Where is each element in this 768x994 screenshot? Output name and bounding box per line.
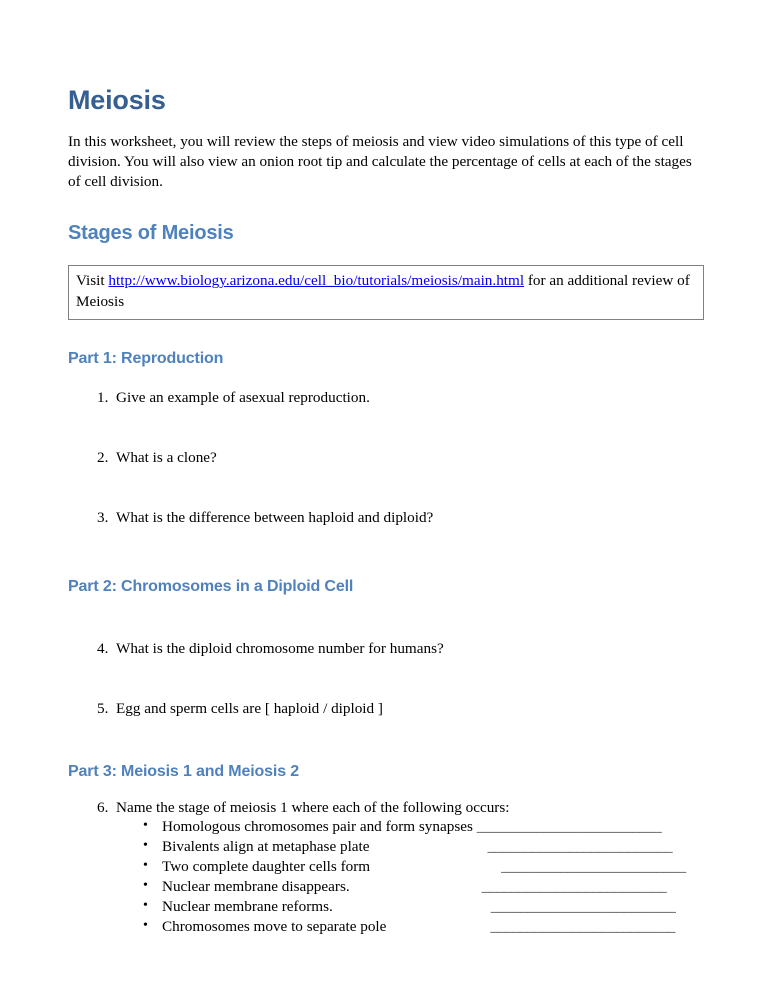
list-item-label: Homologous chromosomes pair and form synapses	[162, 818, 477, 836]
question-number: 2.	[97, 448, 109, 466]
answer-blank-line: _________________________	[501, 858, 686, 876]
visit-link-box	[68, 265, 704, 319]
list-item-label: Bivalents align at metaphase plate	[162, 838, 370, 856]
biology-arizona-link[interactable]: http://www.biology.arizona.edu/cell_bio/tutorials/meiosis/main.html	[108, 272, 525, 290]
question-text: What is the difference between haploid and diploid?	[116, 508, 434, 526]
section-heading-part2: Part 2: Chromosomes in a Diploid Cell	[68, 578, 354, 596]
question-number: 5.	[97, 699, 109, 717]
question-text: What is a clone?	[116, 448, 217, 466]
list-item	[68, 917, 704, 937]
question-text: Name the stage of meiosis 1 where each of the following occurs:	[116, 798, 510, 816]
list-item	[68, 817, 704, 837]
question-item	[68, 639, 704, 659]
bullet-point-icon: •	[143, 818, 148, 834]
question-text: Egg and sperm cells are [ haploid / diploid ]	[116, 699, 383, 717]
answer-blank-line: _________________________	[481, 878, 667, 896]
bullet-point-icon: •	[143, 918, 148, 934]
list-item	[68, 837, 704, 857]
answer-blank-line: _________________________	[490, 898, 676, 916]
bullet-point-icon: •	[143, 878, 148, 894]
bullet-point-icon: •	[143, 838, 148, 854]
list-item-label: Nuclear membrane reforms.	[162, 898, 333, 916]
list-item-label: Two complete daughter cells form	[162, 858, 371, 876]
answer-blank-line: _________________________	[476, 818, 662, 836]
question-item	[68, 699, 704, 719]
section-heading-stages: Stages of Meiosis	[68, 222, 234, 245]
question-number: 6.	[97, 798, 109, 816]
question-item	[68, 388, 704, 408]
question-text: Give an example of asexual reproduction.	[116, 389, 370, 407]
question-item	[68, 508, 704, 528]
document-content	[68, 86, 704, 937]
intro-paragraph: In this worksheet, you will review the steps of meiosis and view video simulations of this type of cell division. You will also view an onion root tip and calculate the percentage of cells at each of the stages of cell division.	[68, 132, 692, 191]
list-item	[68, 877, 704, 897]
answer-blank-line: _________________________	[490, 918, 676, 936]
list-item-label: Nuclear membrane disappears.	[162, 878, 350, 896]
visit-prefix-text: Visit	[76, 272, 109, 290]
bullet-point-icon: •	[143, 898, 148, 914]
question-item	[68, 798, 704, 818]
question-number: 4.	[97, 639, 109, 657]
answer-blank-line: _________________________	[487, 838, 673, 856]
question-number: 1.	[97, 389, 109, 407]
visit-suffix-text: for an additional review of Meiosis	[76, 272, 690, 310]
list-item	[68, 897, 704, 917]
question-number: 3.	[97, 508, 109, 526]
section-heading-part1: Part 1: Reproduction	[68, 349, 224, 367]
question-item	[68, 448, 704, 468]
question-text: What is the diploid chromosome number for humans?	[116, 639, 444, 657]
page-title: Meiosis	[68, 85, 166, 115]
bullet-point-icon: •	[143, 858, 148, 874]
list-item-label: Chromosomes move to separate pole	[162, 918, 387, 936]
list-item	[68, 857, 704, 877]
section-heading-part3: Part 3: Meiosis 1 and Meiosis 2	[68, 763, 299, 781]
